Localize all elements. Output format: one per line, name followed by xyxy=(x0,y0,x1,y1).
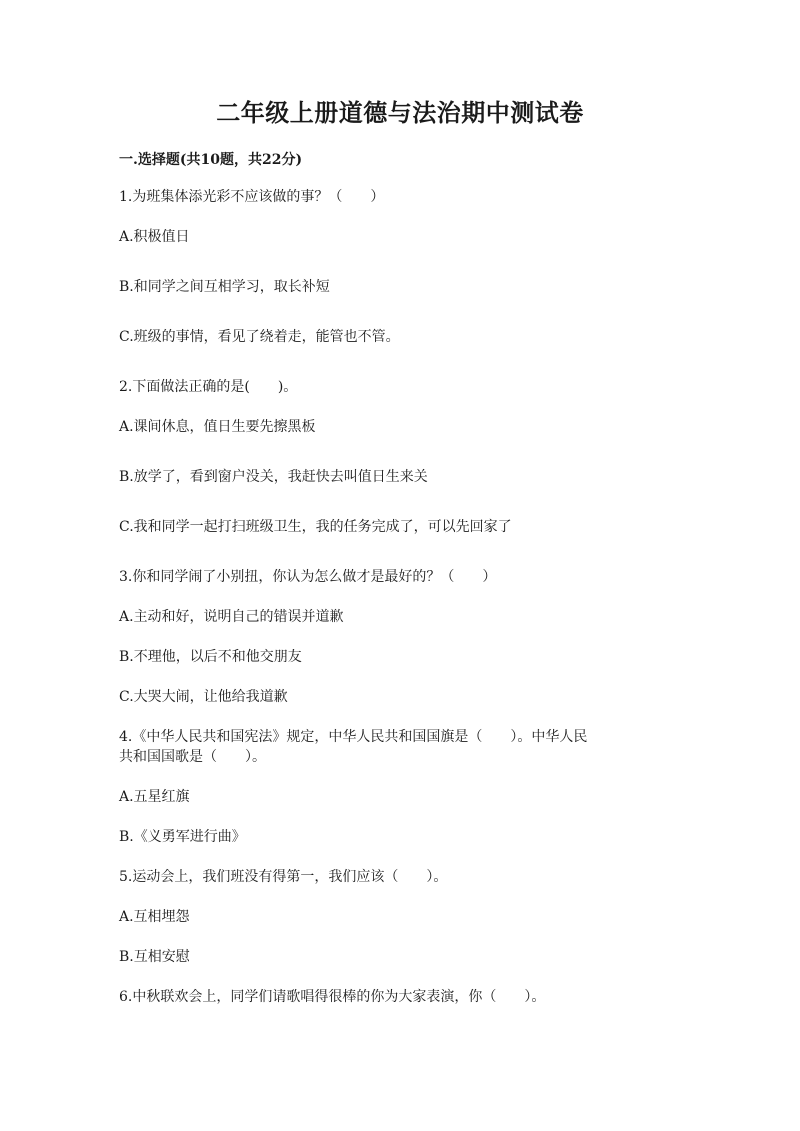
question-6-stem: 6.中秋联欢会上，同学们请歌唱得很棒的你为大家表演，你（ ）。 xyxy=(119,989,546,1005)
question-4-stem-line-2: 共和国国歌是（ ）。 xyxy=(119,749,266,765)
question-5-stem: 5.运动会上，我们班没有得第一，我们应该（ ）。 xyxy=(119,869,448,885)
question-3-option-c: C.大哭大闹，让他给我道歉 xyxy=(119,689,288,705)
question-2-option-a: A.课间休息，值日生要先擦黑板 xyxy=(119,419,316,435)
question-5-option-b: B.互相安慰 xyxy=(119,949,190,965)
question-3-stem: 3.你和同学闹了小别扭，你认为怎么做才是最好的？（ ） xyxy=(119,569,497,585)
question-3-option-a: A.主动和好，说明自己的错误并道歉 xyxy=(119,609,344,625)
section-heading: 一.选择题(共10题，共22分) xyxy=(119,152,303,168)
question-1-stem: 1.为班集体添光彩不应该做的事？（ ） xyxy=(119,189,385,205)
question-1-option-a: A.积极值日 xyxy=(119,229,190,245)
question-4-stem-line-1: 4.《中华人民共和国宪法》规定，中华人民共和国国旗是（ ）。中华人民 xyxy=(119,729,588,745)
question-1-option-b: B.和同学之间互相学习，取长补短 xyxy=(119,279,330,295)
question-4-option-b: B.《义勇军进行曲》 xyxy=(119,829,246,845)
question-2-option-c: C.我和同学一起打扫班级卫生，我的任务完成了，可以先回家了 xyxy=(119,519,512,535)
question-4-option-a: A.五星红旗 xyxy=(119,789,190,805)
exam-title: 二年级上册道德与法治期中测试卷 xyxy=(216,98,584,127)
question-1-option-c: C.班级的事情，看见了绕着走，能管也不管。 xyxy=(119,329,400,345)
question-2-option-b: B.放学了，看到窗户没关，我赶快去叫值日生来关 xyxy=(119,469,428,485)
question-3-option-b: B.不理他，以后不和他交朋友 xyxy=(119,649,302,665)
question-5-option-a: A.互相埋怨 xyxy=(119,909,190,925)
question-2-stem: 2.下面做法正确的是( )。 xyxy=(119,379,298,395)
